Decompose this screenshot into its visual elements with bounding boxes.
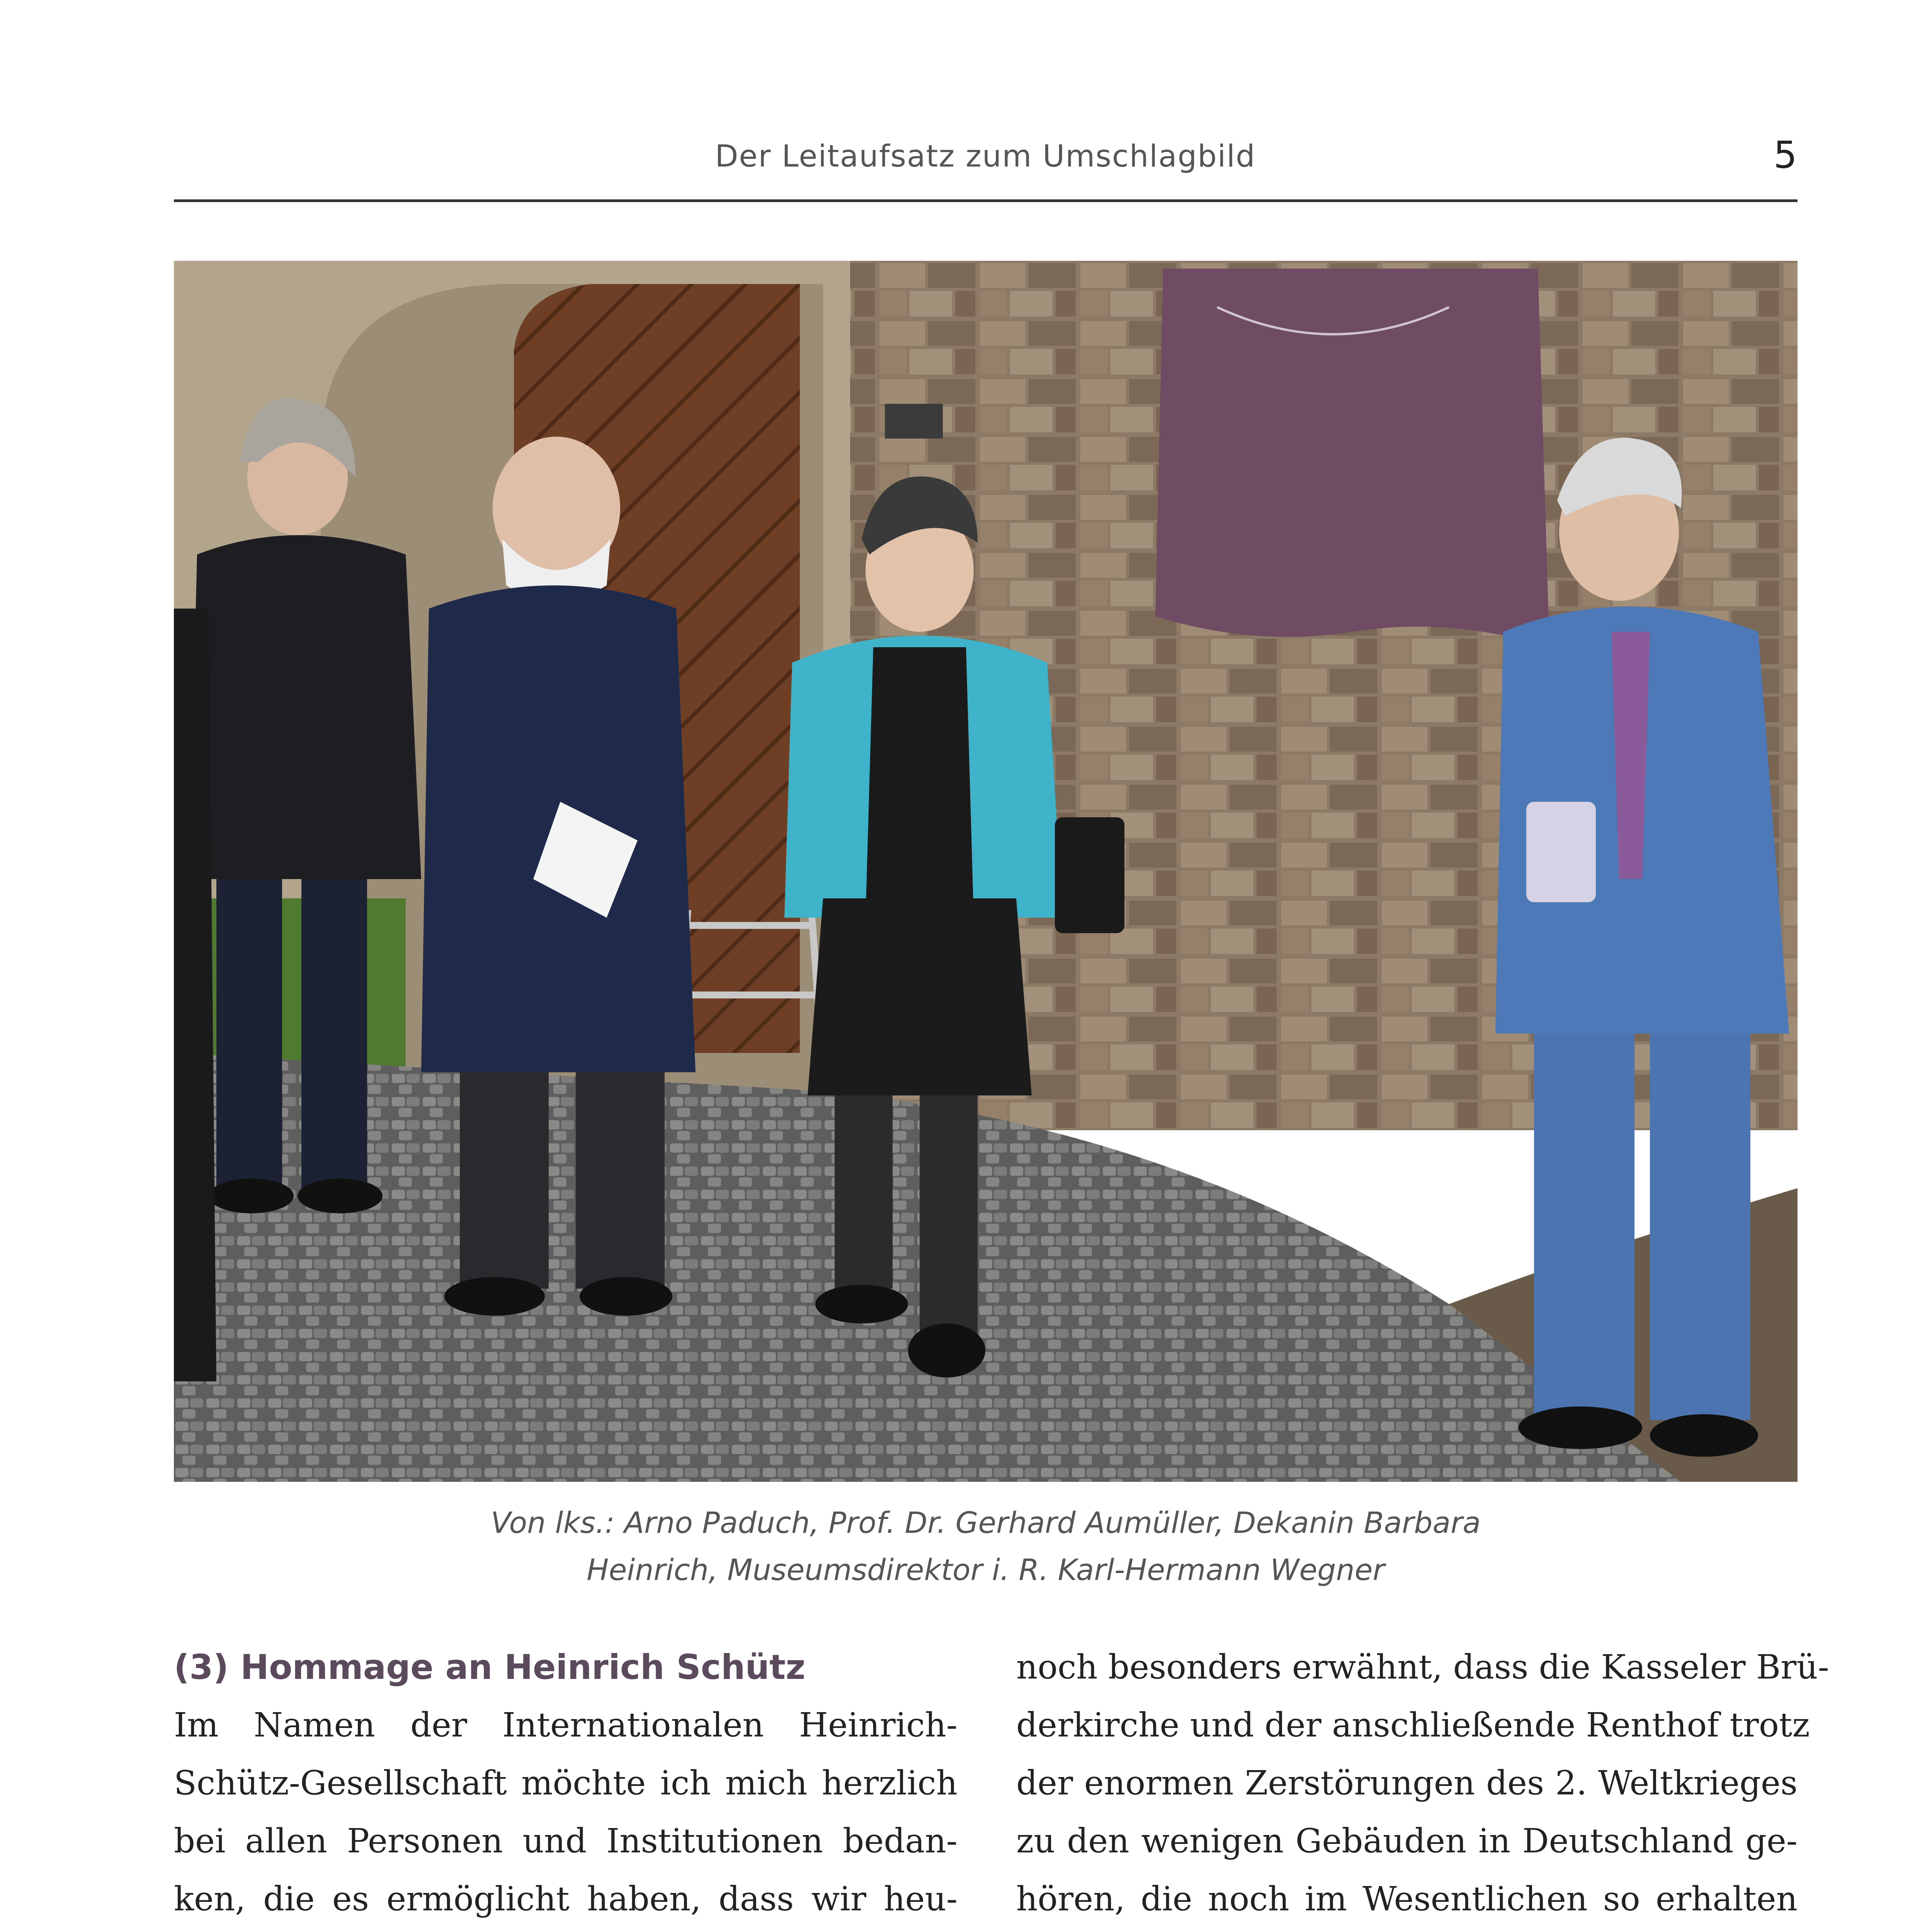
text-line	[174, 1928, 957, 1932]
text-line: der enormen Zerstörungen des 2. Weltkrieges	[1016, 1764, 1798, 1803]
caption-line: Von lks.: Arno Paduch, Prof. Dr. Gerhard Aumüller, Dekanin Barbara	[491, 1505, 1481, 1540]
text-line: Schütz-Gesellschaft möchte ich mich herzlich	[174, 1764, 957, 1803]
photo-caption	[174, 1499, 1798, 1594]
veiled-plaque	[1155, 269, 1549, 647]
text-line: Im Namen der Internationalen Heinrich-	[174, 1706, 957, 1745]
left-column	[174, 1638, 957, 1932]
text-line: ken, die es ermöglicht haben, dass wir heu-	[174, 1880, 957, 1918]
caption-line: Heinrich, Museumsdirektor i. R. Karl-Hermann Wegner	[587, 1553, 1385, 1587]
running-header-title: Der Leitaufsatz zum Umschlagbild	[715, 139, 1256, 174]
text-line: hören, die noch im Wesentlichen so erhalten	[1016, 1880, 1798, 1918]
text-line: zu den wenigen Gebäuden in Deutschland ge-	[1016, 1822, 1798, 1861]
right-column	[1016, 1638, 1829, 1932]
text-line: noch besonders erwähnt, dass die Kasseler Brü-	[1016, 1648, 1829, 1687]
section-heading: (3) Hommage an Heinrich Schütz	[174, 1647, 806, 1687]
header-rule	[174, 199, 1798, 202]
page-number: 5	[1773, 133, 1797, 177]
text-line: derkirche und der anschließende Renthof trotz	[1016, 1706, 1810, 1745]
text-line	[1016, 1928, 1798, 1932]
text-line: bei allen Personen und Institutionen bedan-	[174, 1822, 957, 1861]
cover-photo	[174, 261, 1798, 1482]
